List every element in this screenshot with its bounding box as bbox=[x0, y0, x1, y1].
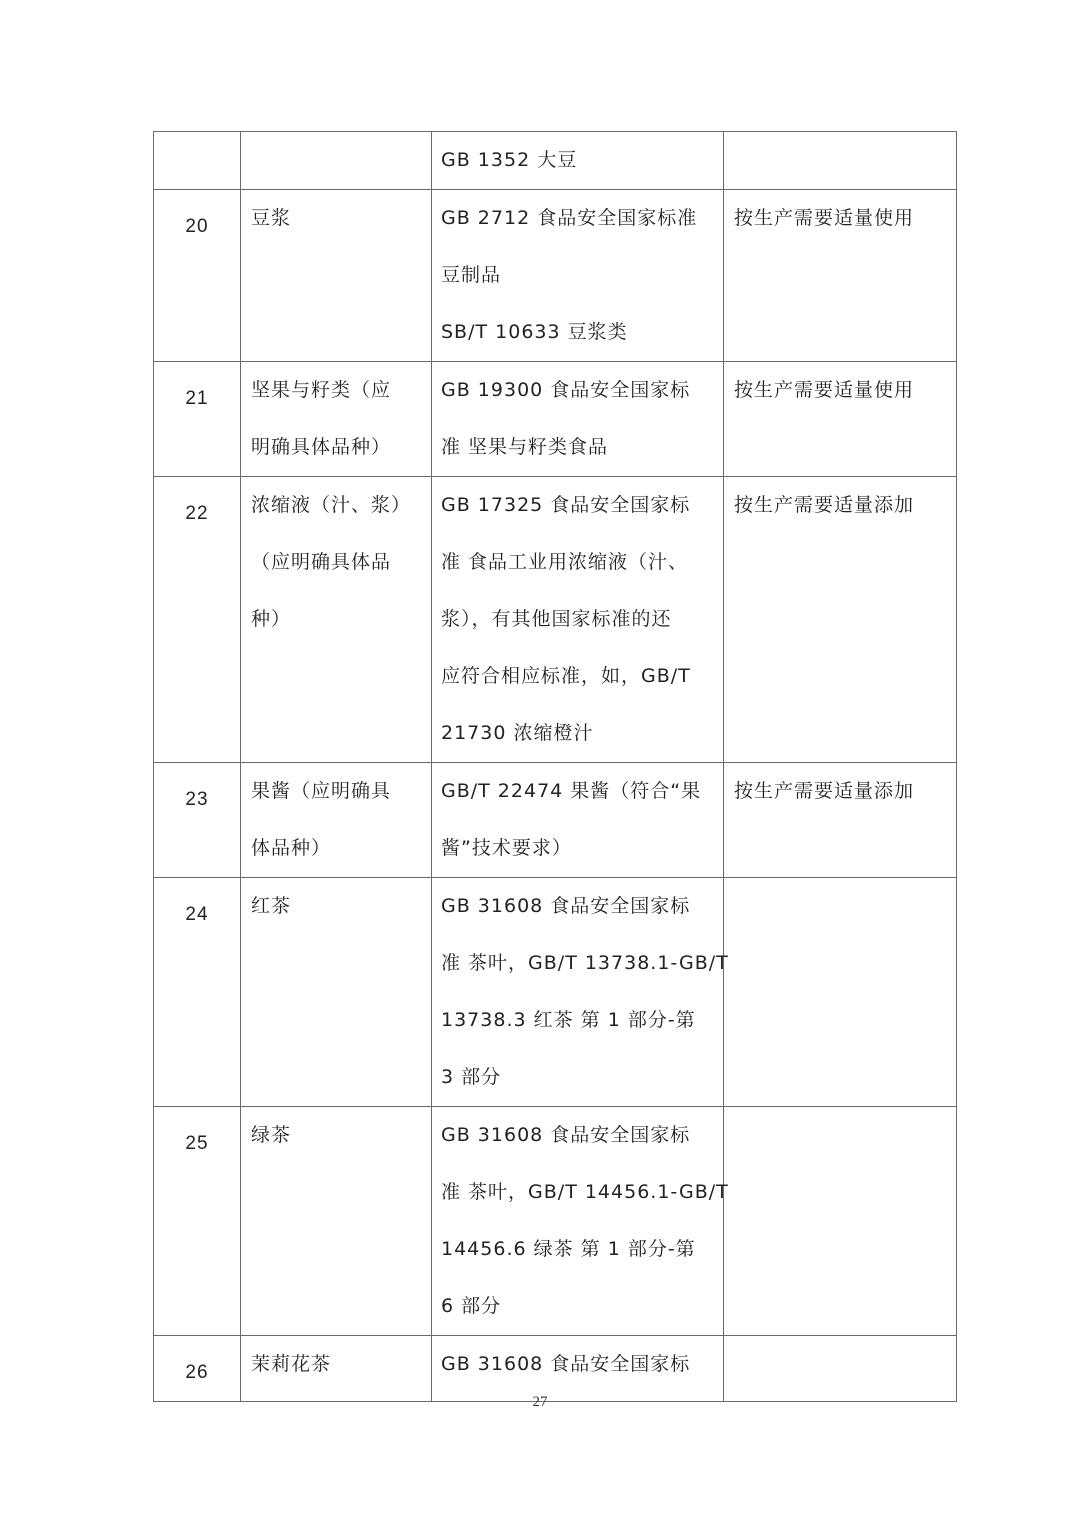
page-number: 27 bbox=[532, 1394, 548, 1410]
standard-cell bbox=[432, 132, 724, 190]
standard-line: 14456.6 绿茶 第 1 部分-第 bbox=[441, 1238, 696, 1260]
standard-line: 准 坚果与籽类食品 bbox=[441, 436, 609, 458]
usage-text: 按生产需要适量使用 bbox=[734, 207, 915, 229]
standard-line: GB 2712 食品安全国家标准 bbox=[441, 207, 698, 229]
standard-line: 准 茶叶，GB/T 13738.1-GB/T bbox=[441, 952, 729, 974]
standard-cell bbox=[432, 1336, 724, 1402]
usage-text: 按生产需要适量添加 bbox=[734, 494, 915, 516]
standard-line: 应符合相应标准，如，GB/T bbox=[441, 665, 691, 687]
item-name-line: 浓缩液（汁、浆） bbox=[251, 494, 412, 516]
row-number-cell bbox=[154, 362, 241, 477]
standard-line: GB 1352 大豆 bbox=[441, 149, 578, 171]
standard-line: GB 31608 食品安全国家标 bbox=[441, 895, 691, 917]
standard-line: 13738.3 红茶 第 1 部分-第 bbox=[441, 1009, 696, 1031]
standard-cell bbox=[432, 1107, 729, 1336]
row-number: 26 bbox=[185, 1362, 209, 1383]
table-row bbox=[154, 1336, 957, 1402]
standard-cell bbox=[432, 763, 724, 878]
standard-line: 3 部分 bbox=[441, 1066, 502, 1088]
usage-cell bbox=[724, 1336, 957, 1402]
table-row bbox=[154, 190, 957, 362]
usage-cell bbox=[724, 477, 957, 763]
item-name-line: 明确具体品种） bbox=[251, 436, 392, 458]
item-name-cell bbox=[241, 362, 432, 477]
table-row bbox=[154, 362, 957, 477]
row-number-cell bbox=[154, 132, 241, 190]
usage-cell bbox=[724, 763, 957, 878]
standard-cell bbox=[432, 878, 729, 1107]
usage-cell bbox=[724, 878, 957, 1107]
table-row bbox=[154, 763, 957, 878]
usage-cell bbox=[724, 132, 957, 190]
item-name-line: 体品种） bbox=[251, 837, 332, 859]
standard-line: 豆制品 bbox=[441, 264, 502, 286]
item-name-cell bbox=[241, 763, 432, 878]
row-number: 21 bbox=[185, 388, 209, 409]
item-name-line: 豆浆 bbox=[251, 207, 292, 229]
item-name-cell bbox=[241, 477, 432, 763]
usage-cell bbox=[724, 362, 957, 477]
standard-cell bbox=[432, 362, 724, 477]
row-number-cell bbox=[154, 1336, 241, 1402]
standard-line: SB/T 10633 豆浆类 bbox=[441, 321, 628, 343]
table-row bbox=[154, 878, 957, 1107]
row-number: 23 bbox=[185, 789, 209, 810]
item-name-cell bbox=[241, 1336, 432, 1402]
standard-line: GB 31608 食品安全国家标 bbox=[441, 1124, 691, 1146]
item-name-cell bbox=[241, 132, 432, 190]
table-row bbox=[154, 132, 957, 190]
standard-line: GB 19300 食品安全国家标 bbox=[441, 379, 691, 401]
table-body bbox=[154, 132, 957, 1402]
row-number-cell bbox=[154, 190, 241, 362]
item-name-line: 种） bbox=[251, 608, 292, 630]
item-name-cell bbox=[241, 878, 432, 1107]
row-number: 24 bbox=[185, 904, 209, 925]
standard-line: 准 食品工业用浓缩液（汁、 bbox=[441, 551, 689, 573]
usage-cell bbox=[724, 190, 957, 362]
row-number-cell bbox=[154, 477, 241, 763]
row-number: 20 bbox=[185, 216, 209, 237]
item-name-cell bbox=[241, 190, 432, 362]
row-number-cell bbox=[154, 878, 241, 1107]
standard-line: GB 17325 食品安全国家标 bbox=[441, 494, 691, 516]
item-name-line: 红茶 bbox=[251, 895, 292, 917]
table-row bbox=[154, 1107, 957, 1336]
row-number-cell bbox=[154, 763, 241, 878]
standard-line: 酱”技术要求） bbox=[441, 837, 572, 859]
standard-line: GB 31608 食品安全国家标 bbox=[441, 1353, 691, 1375]
item-name-line: （应明确具体品 bbox=[251, 551, 392, 573]
standard-line: 6 部分 bbox=[441, 1295, 502, 1317]
item-name-cell bbox=[241, 1107, 432, 1336]
usage-text: 按生产需要适量使用 bbox=[734, 379, 915, 401]
standard-cell bbox=[432, 477, 724, 763]
usage-cell bbox=[724, 1107, 957, 1336]
standard-line: 21730 浓缩橙汁 bbox=[441, 722, 594, 744]
table-row bbox=[154, 477, 957, 763]
usage-text: 按生产需要适量添加 bbox=[734, 780, 915, 802]
standard-cell bbox=[432, 190, 724, 362]
standard-line: 准 茶叶，GB/T 14456.1-GB/T bbox=[441, 1181, 729, 1203]
row-number-cell bbox=[154, 1107, 241, 1336]
row-number: 25 bbox=[185, 1133, 209, 1154]
item-name-line: 坚果与籽类（应 bbox=[251, 379, 392, 401]
item-name-line: 果酱（应明确具 bbox=[251, 780, 392, 802]
standards-table bbox=[153, 131, 957, 1402]
item-name-line: 茉莉花茶 bbox=[251, 1353, 332, 1375]
standard-line: GB/T 22474 果酱（符合“果 bbox=[441, 780, 702, 802]
row-number: 22 bbox=[185, 503, 209, 524]
item-name-line: 绿茶 bbox=[251, 1124, 292, 1146]
standard-line: 浆），有其他国家标准的还 bbox=[441, 608, 672, 630]
